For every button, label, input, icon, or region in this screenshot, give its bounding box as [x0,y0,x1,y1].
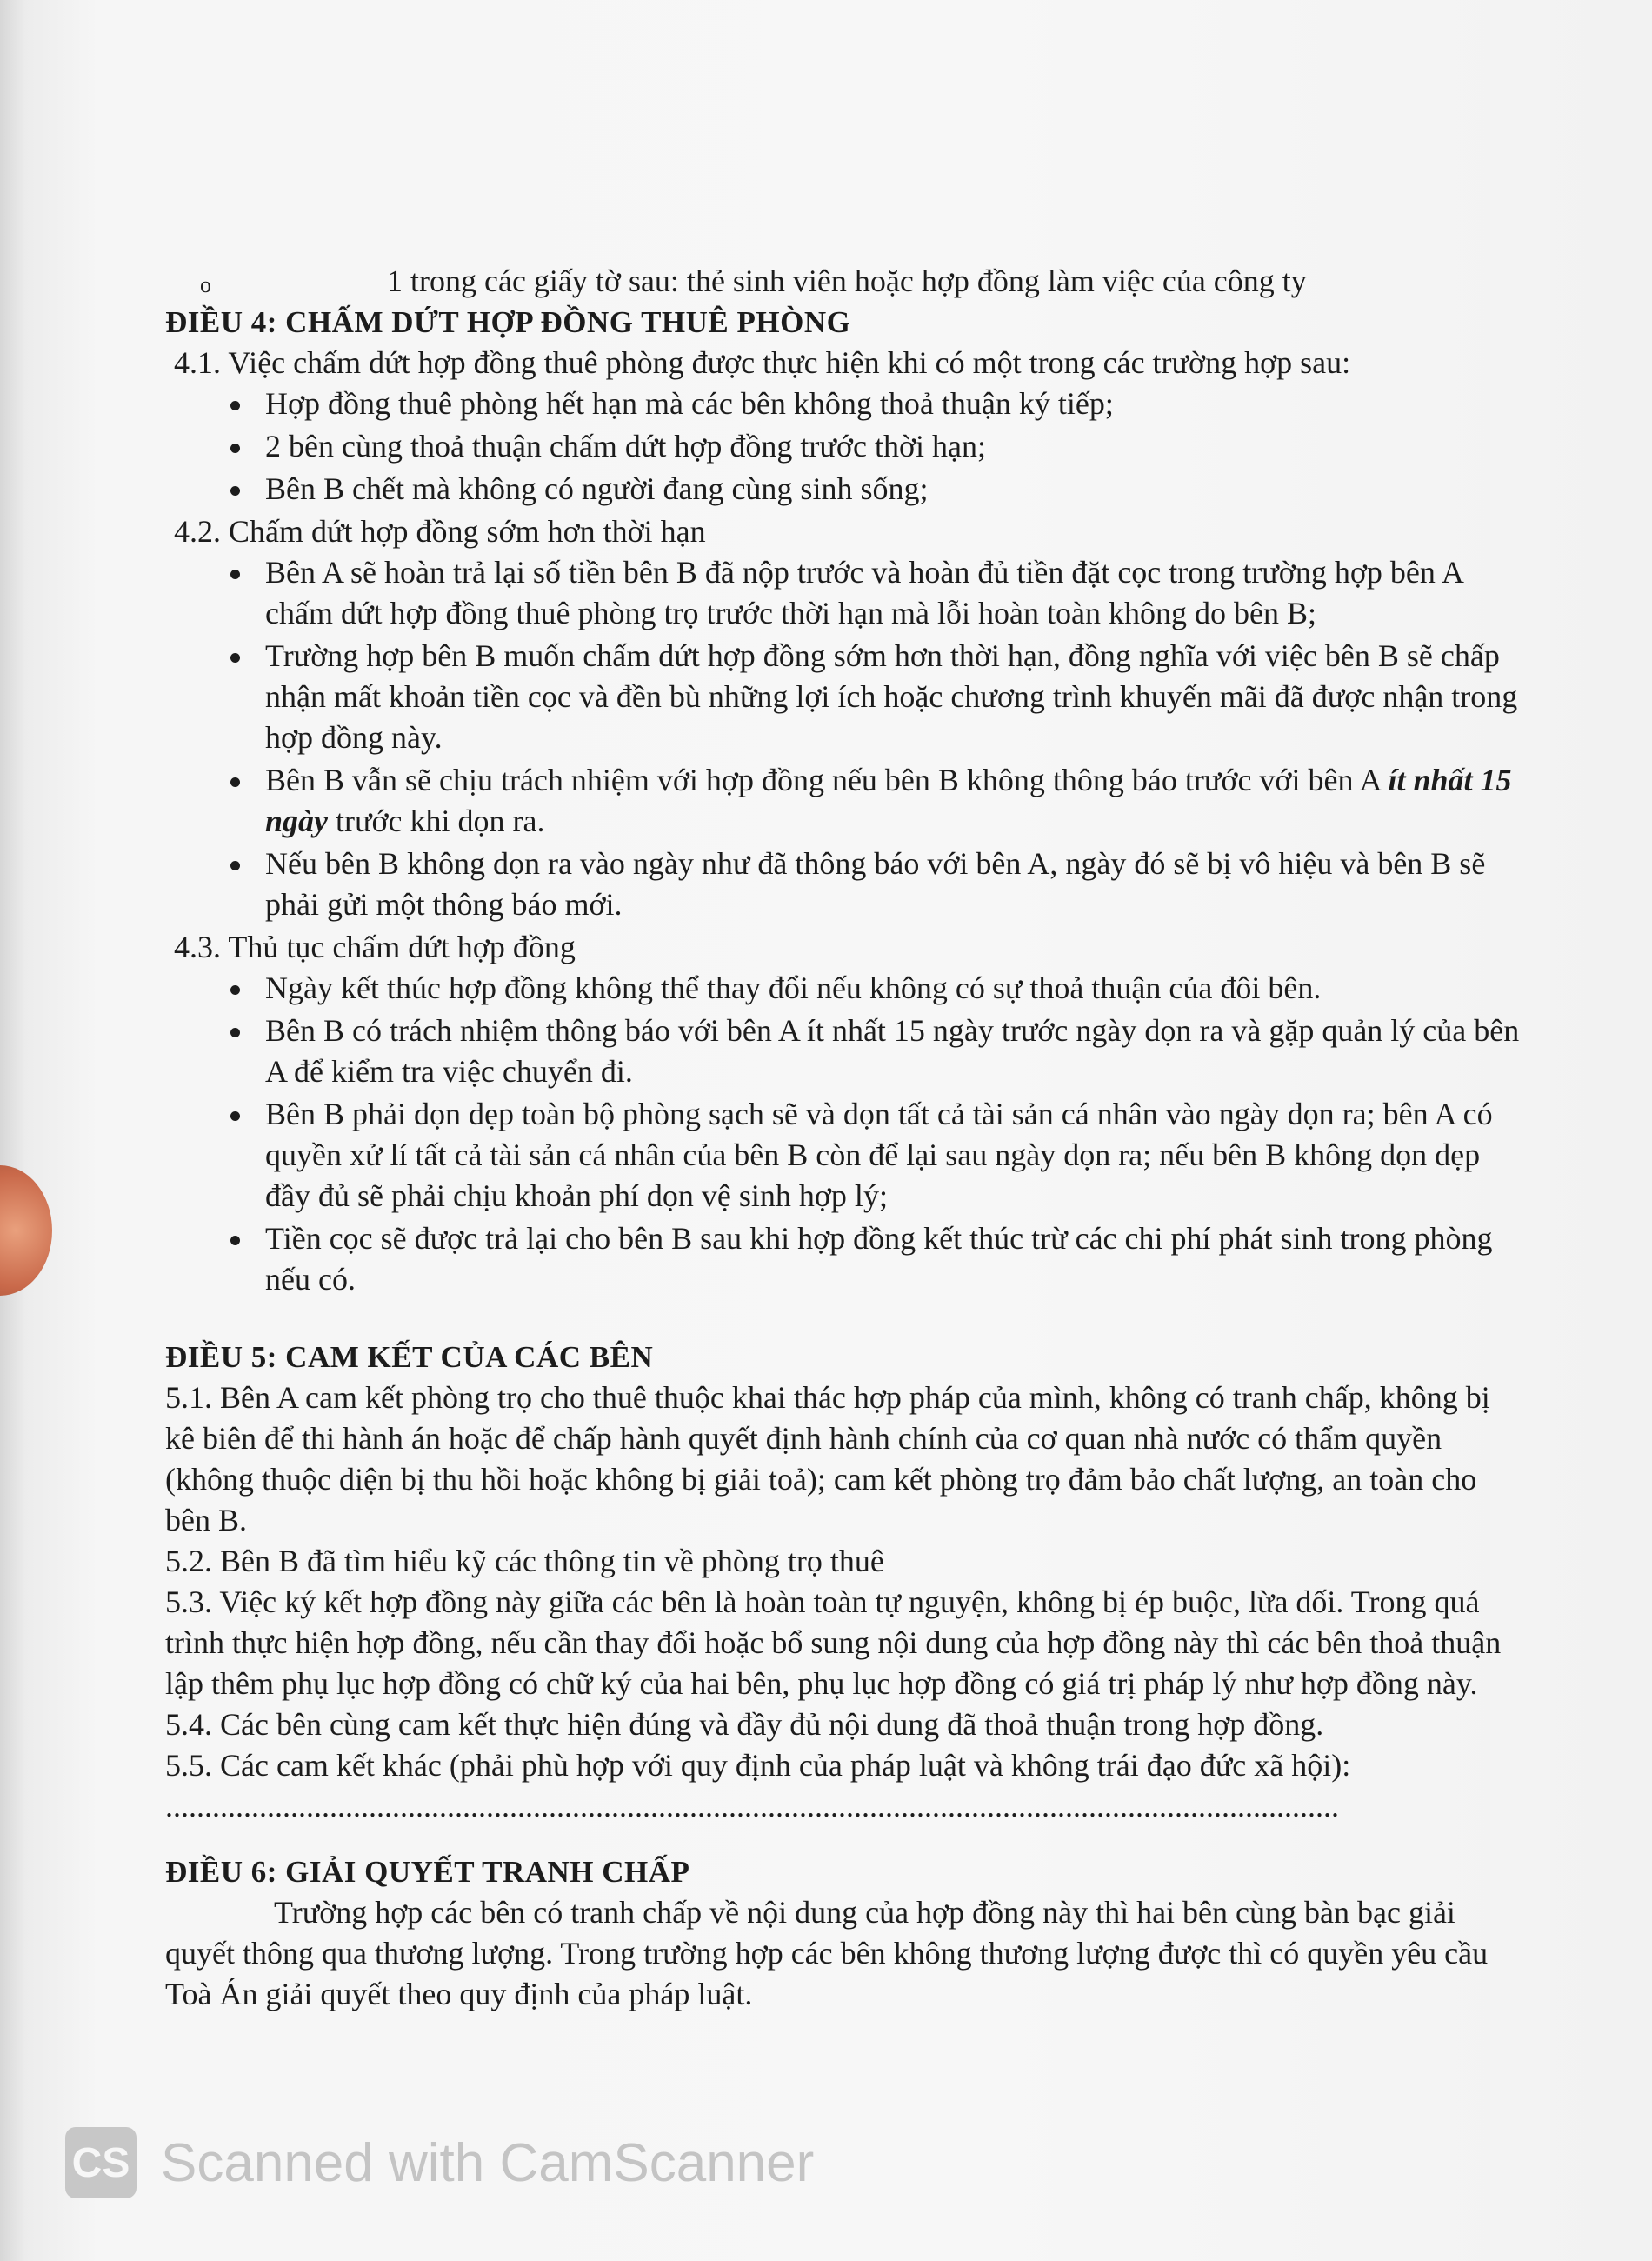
fill-in-dotted-line: ...................................................................................................................................................... [165,1789,1339,1824]
section-5-2: 5.2. Bên B đã tìm hiểu kỹ các thông tin về phòng trọ thuê [165,1544,884,1578]
list-item: Tiền cọc sẽ được trả lại cho bên B sau khi hợp đồng kết thúc trừ các chi phí phát sinh trong phòng nếu có. [226,1218,1522,1300]
spacer [165,1827,1522,1851]
list-item: 2 bên cùng thoả thuận chấm dứt hợp đồng trước thời hạn; [226,426,1522,467]
notice-period-emphasis: ít nhất 15 ngày [265,763,1512,838]
article-6-body [165,1892,1522,2015]
article-6-body-text: Trường hợp các bên có tranh chấp về nội dung của hợp đồng này thì hai bên cùng bàn bạc giải quyết thông qua thương lượng. Trong trường hợp các bên không thương lượng được thì có quyền yêu cầu Toà Án giải quyết theo quy định của pháp luật. [165,1895,1489,2011]
spacer [165,1302,1522,1337]
list-item: Trường hợp bên B muốn chấm dứt hợp đồng sớm hơn thời hạn, đồng nghĩa với việc bên B sẽ chấp nhận mất khoản tiền cọc và đền bù những lợi ích hoặc chương trình khuyến mãi đã được nhận trong hợp đồng này. [226,636,1522,758]
list-item: Bên B chết mà không có người đang cùng sinh sống; [226,469,1522,510]
id-documents-line [165,261,1522,302]
section-4-2-list [165,552,1522,925]
hollow-bullet-icon: o [200,272,211,297]
section-4-3: 4.3. Thủ tục chấm dứt hợp đồng [174,930,576,964]
section-5-3: 5.3. Việc ký kết hợp đồng này giữa các bên là hoàn toàn tự nguyện, không bị ép buộc, lừa dối. Trong quá trình thực hiện hợp đồng, nếu cần thay đổi hoặc bổ sung nội dung của hợp đồng này thì các bên thoả thuận lập thêm phụ lục hợp đồng có chữ ký của hai bên, phụ lục hợp đồng có giá trị pháp lý như hợp đồng này. [165,1584,1502,1701]
notice-text-a: Bên B vẫn sẽ chịu trách nhiệm với hợp đồng nếu bên B không thông báo trước với bên A [265,763,1381,797]
notice-text-b: trước khi dọn ra. [336,804,545,838]
article-6-title: ĐIỀU 6: GIẢI QUYẾT TRANH CHẤP [165,1855,690,1889]
section-4-3-list [165,968,1522,1300]
contract-document [165,261,1522,2015]
list-item: Hợp đồng thuê phòng hết hạn mà các bên không thoả thuận ký tiếp; [226,384,1522,424]
list-item: Ngày kết thúc hợp đồng không thể thay đổi nếu không có sự thoả thuận của đôi bên. [226,968,1522,1009]
camscanner-watermark [65,2124,814,2202]
section-5-4: 5.4. Các bên cùng cam kết thực hiện đúng và đầy đủ nội dung đã thoả thuận trong hợp đồng. [165,1707,1324,1742]
page-edge-shadow [0,0,26,2261]
list-item: Bên A sẽ hoàn trả lại số tiền bên B đã nộp trước và hoàn đủ tiền đặt cọc trong trường hợp bên A chấm dứt hợp đồng thuê phòng trọ trước thời hạn mà lỗi hoàn toàn không do bên B; [226,552,1522,634]
section-4-1-list [165,384,1522,510]
section-5-5: 5.5. Các cam kết khác (phải phù hợp với quy định của pháp luật và không trái đạo đức xã hội): [165,1748,1351,1783]
list-item: Nếu bên B không dọn ra vào ngày như đã thông báo với bên A, ngày đó sẽ bị vô hiệu và bên B sẽ phải gửi một thông báo mới. [226,844,1522,925]
article-5-title: ĐIỀU 5: CAM KẾT CỦA CÁC BÊN [165,1340,654,1374]
section-4-1: 4.1. Việc chấm dứt hợp đồng thuê phòng được thực hiện khi có một trong các trường hợp sau: [174,345,1351,380]
list-item: Bên B có trách nhiệm thông báo với bên A ít nhất 15 ngày trước ngày dọn ra và gặp quản lý của bên A để kiểm tra việc chuyển đi. [226,1010,1522,1092]
list-item: Bên B phải dọn dẹp toàn bộ phòng sạch sẽ và dọn tất cả tài sản cá nhân vào ngày dọn ra; bên A có quyền xử lí tất cả tài sản cá nhân của bên B còn để lại sau ngày dọn ra; nếu bên B không dọn dẹp đầy đủ sẽ phải chịu khoản phí dọn vệ sinh hợp lý; [226,1094,1522,1217]
article-4-title: ĐIỀU 4: CHẤM DỨT HỢP ĐỒNG THUÊ PHÒNG [165,305,851,339]
section-4-2: 4.2. Chấm dứt hợp đồng sớm hơn thời hạn [174,514,706,549]
list-item [226,760,1522,842]
camscanner-logo-icon: CS [65,2127,137,2198]
watermark-text: Scanned with CamScanner [161,2132,815,2193]
section-5-1: 5.1. Bên A cam kết phòng trọ cho thuê thuộc khai thác hợp pháp của mình, không có tranh chấp, không bị kê biên để thi hành án hoặc để chấp hành quyết định hành chính của cơ quan nhà nước có thẩm quyền (không thuộc diện bị thu hồi hoặc không bị giải toả); cam kết phòng trọ đảm bảo chất lượng, an toàn cho bên B. [165,1380,1490,1537]
id-documents-text: 1 trong các giấy tờ sau: thẻ sinh viên hoặc hợp đồng làm việc của công ty [387,263,1307,298]
